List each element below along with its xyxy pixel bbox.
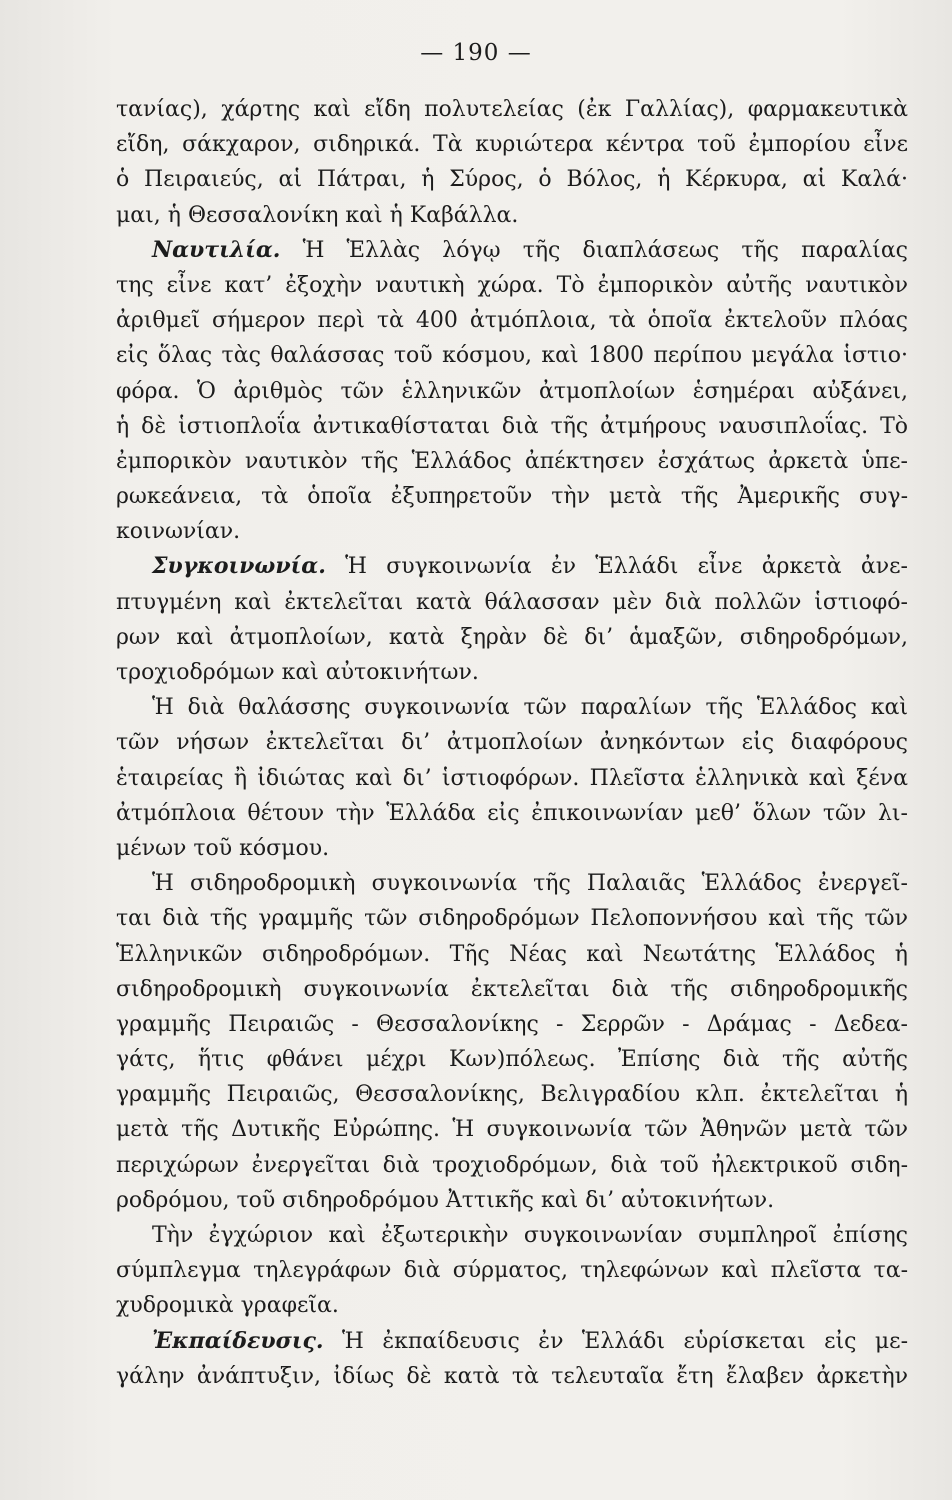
page-number: — 190 — xyxy=(420,40,532,66)
line-text: τῶν νήσων ἐκτελεῖται δι’ ἀτμοπλοίων ἀνηκόντων εἰς διαφόρους xyxy=(116,730,908,756)
line-text: της εἶνε κατ’ ἐξοχὴν ναυτικὴ χώρα. Τὸ ἐμπορικὸν αὐτῆς ναυτικὸν xyxy=(116,272,908,298)
line-text: κοινωνίαν. xyxy=(116,519,241,545)
text-line xyxy=(116,444,908,479)
text-line xyxy=(116,1218,908,1253)
text-line xyxy=(116,1359,908,1394)
text-line xyxy=(116,233,908,268)
text-line xyxy=(116,831,908,866)
text-line xyxy=(116,725,908,760)
line-text: εἰς ὅλας τὰς θαλάσσας τοῦ κόσμου, καὶ 1800 περίπου μεγάλα ἱστιο· xyxy=(116,343,908,369)
text-line xyxy=(116,1077,908,1112)
text-line xyxy=(116,268,908,303)
line-text: Ἡ ἐκπαίδευσις ἐν Ἑλλάδι εὑρίσκεται εἰς με- xyxy=(323,1328,908,1354)
text-line xyxy=(116,1324,908,1359)
line-text: ὁ Πειραιεύς, αἱ Πάτραι, ἡ Σύρος, ὁ Βόλος, ἡ Κέρκυρα, αἱ Καλά· xyxy=(116,167,908,193)
text-line xyxy=(116,972,908,1007)
line-text: ἀτμόπλοια θέτουν τὴν Ἑλλάδα εἰς ἐπικοινωνίαν μεθ’ ὅλων τῶν λι- xyxy=(116,800,908,826)
line-text: μαι, ἡ Θεσσαλονίκη καὶ ἡ Καβάλλα. xyxy=(116,202,519,228)
line-text: Ἑλληνικῶν σιδηροδρόμων. Τῆς Νέας καὶ Νεωτάτης Ἑλλάδος ἡ xyxy=(116,941,908,967)
line-text: γραμμῆς Πειραιῶς, Θεσσαλονίκης, Βελιγραδίου κλπ. ἐκτελεῖται ἡ xyxy=(116,1082,908,1108)
text-line xyxy=(116,127,908,162)
line-text: σύμπλεγμα τηλεγράφων διὰ σύρματος, τηλεφώνων καὶ πλεῖστα τα- xyxy=(116,1258,908,1284)
line-text: γάλην ἀνάπτυξιν, ἰδίως δὲ κατὰ τὰ τελευταῖα ἔτη ἔλαβεν ἀρκετὴν xyxy=(116,1363,908,1389)
line-text: ἐμπορικὸν ναυτικὸν τῆς Ἑλλάδος ἀπέκτησεν ἐσχάτως ἀρκετὰ ὑπε- xyxy=(116,448,908,474)
text-line xyxy=(116,761,908,796)
line-text: Ἡ Ἑλλὰς λόγῳ τῆς διαπλάσεως τῆς παραλίας xyxy=(280,237,908,263)
text-line xyxy=(116,796,908,831)
line-text: περιχώρων ἐνεργεῖται διὰ τροχιοδρόμων, διὰ τοῦ ἠλεκτρικοῦ σιδη- xyxy=(116,1152,908,1178)
text-line xyxy=(116,585,908,620)
text-line xyxy=(116,937,908,972)
text-line xyxy=(116,690,908,725)
text-line xyxy=(116,1148,908,1183)
line-text: μετὰ τῆς Δυτικῆς Εὐρώπης. Ἡ συγκοινωνία τῶν Ἀθηνῶν μετὰ τῶν xyxy=(116,1117,908,1143)
line-text: τροχιοδρόμων καὶ αὐτοκινήτων. xyxy=(116,660,479,685)
line-text: ἡ δὲ ἱστιοπλοΐα ἀντικαθίσταται διὰ τῆς ἀτμήρους ναυσιπλοΐας. Τὸ xyxy=(116,413,908,439)
body-text xyxy=(116,92,908,1394)
line-text: ται διὰ τῆς γραμμῆς τῶν σιδηροδρόμων Πελοποννήσου καὶ τῆς τῶν xyxy=(116,906,908,932)
line-text: εἴδη, σάκχαρον, σιδηρικά. Τὰ κυριώτερα κέντρα τοῦ ἐμπορίου εἶνε xyxy=(116,132,908,158)
text-line xyxy=(116,1288,908,1323)
line-text: Ἡ συγκοινωνία ἐν Ἑλλάδι εἶνε ἀρκετὰ ἀνε- xyxy=(325,554,908,580)
line-text: γραμμῆς Πειραιῶς - Θεσσαλονίκης - Σερρῶν - Δράμας - Δεδεα- xyxy=(116,1011,908,1037)
text-line xyxy=(116,338,908,373)
line-text: Ἡ σιδηροδρομικὴ συγκοινωνία τῆς Παλαιᾶς Ἑλλάδος ἐνεργεῖ- xyxy=(152,871,908,897)
line-text: Ἡ διὰ θαλάσσης συγκοινωνία τῶν παραλίων τῆς Ἑλλάδος καὶ xyxy=(152,695,908,721)
text-line xyxy=(116,1253,908,1288)
line-text: σιδηροδρομικὴ συγκοινωνία ἐκτελεῖται διὰ τῆς σιδηροδρομικῆς xyxy=(116,976,908,1002)
line-text: χυδρομικὰ γραφεῖα. xyxy=(116,1293,339,1319)
line-text: ἀριθμεῖ σήμερον περὶ τὰ 400 ἀτμόπλοια, τὰ ὁποῖα ἐκτελοῦν πλόας xyxy=(116,308,908,334)
text-line xyxy=(116,1007,908,1042)
text-line xyxy=(116,1183,908,1218)
text-line xyxy=(116,514,908,549)
text-line xyxy=(116,866,908,901)
text-line xyxy=(116,409,908,444)
line-text: ρωκεάνεια, τὰ ὁποῖα ἐξυπηρετοῦν τὴν μετὰ τῆς Ἀμερικῆς συγ- xyxy=(116,484,908,510)
line-text: ροδρόμου, τοῦ σιδηροδρόμου Ἀττικῆς καὶ δι’ αὐτοκινήτων. xyxy=(116,1187,775,1213)
line-text: γάτς, ἥτις φθάνει μέχρι Κων)πόλεως. Ἐπίσης διὰ τῆς αὐτῆς xyxy=(116,1047,908,1073)
line-text: ἑταιρείας ἢ ἰδιώτας καὶ δι’ ἱστιοφόρων. Πλεῖστα ἑλληνικὰ καὶ ξένα xyxy=(116,765,908,791)
line-text: φόρα. Ὁ ἀριθμὸς τῶν ἑλληνικῶν ἀτμοπλοίων ἑσημέραι αὐξάνει, xyxy=(116,378,908,404)
line-text: Τὴν ἐγχώριον καὶ ἐξωτερικὴν συγκοινωνίαν συμπληροῖ ἐπίσης xyxy=(152,1223,908,1248)
text-line xyxy=(116,620,908,655)
text-line xyxy=(116,374,908,409)
line-text: ρων καὶ ἀτμοπλοίων, κατὰ ξηρὰν δὲ δι’ ἁμαξῶν, σιδηροδρόμων, xyxy=(116,624,908,650)
text-line xyxy=(116,901,908,936)
section-heading: Ἐκπαίδευσις. xyxy=(152,1327,324,1354)
text-line xyxy=(116,303,908,338)
text-line xyxy=(116,479,908,514)
section-heading: Ναυτιλία. xyxy=(152,236,281,263)
text-line xyxy=(116,198,908,233)
section-heading: Συγκοινωνία. xyxy=(152,553,326,580)
text-line xyxy=(116,655,908,690)
line-text: μένων τοῦ κόσμου. xyxy=(116,835,330,861)
line-text: πτυγμένη καὶ ἐκτελεῖται κατὰ θάλασσαν μὲν διὰ πολλῶν ἱστιοφό- xyxy=(116,589,908,615)
text-line xyxy=(116,1042,908,1077)
text-line xyxy=(116,92,908,127)
text-line xyxy=(116,162,908,197)
line-text: τανίας), χάρτης καὶ εἴδη πολυτελείας (ἐκ Γαλλίας), φαρμακευτικὰ xyxy=(116,97,908,122)
text-line xyxy=(116,549,908,584)
text-line xyxy=(116,1112,908,1147)
